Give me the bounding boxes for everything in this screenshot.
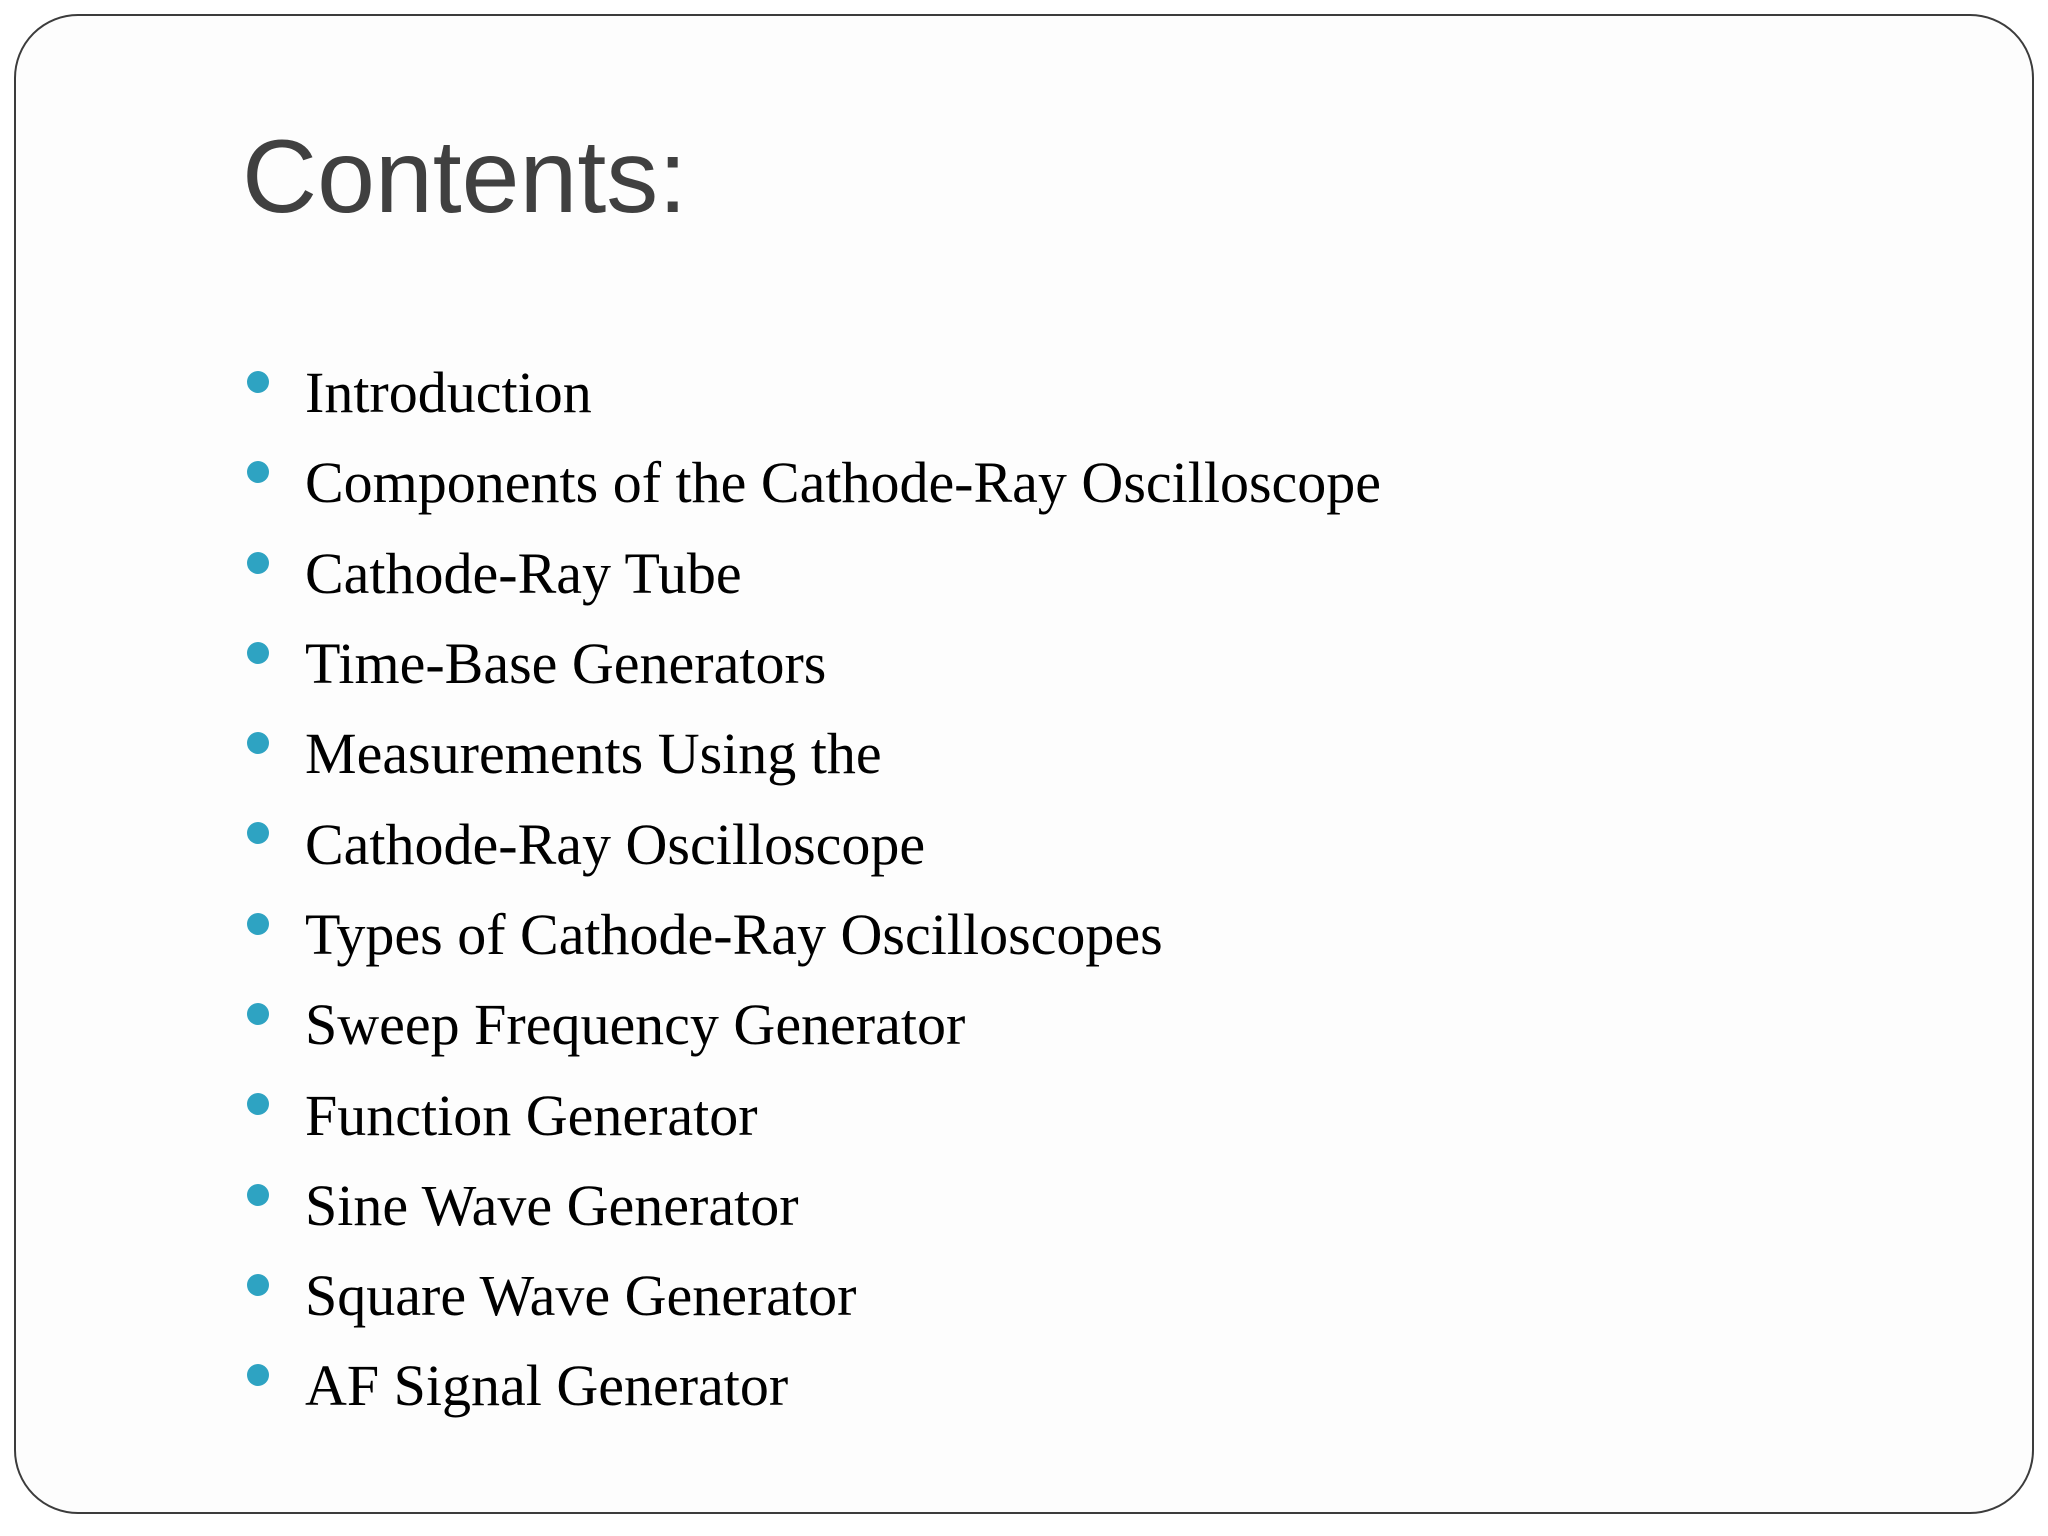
- list-item: [244, 1161, 1320, 1251]
- list-item: [244, 619, 1320, 709]
- bullet-dot-icon: [247, 1274, 269, 1296]
- list-item-text: Introduction: [305, 360, 592, 426]
- list-item: [244, 799, 1320, 889]
- list-item-text: Sweep Frequency Generator: [305, 992, 966, 1058]
- bullet-dot-icon: [247, 732, 269, 754]
- bullet-dot-icon: [247, 1184, 269, 1206]
- slide-frame: [14, 14, 2034, 1514]
- list-item-text: Cathode-Ray Tube: [305, 540, 742, 606]
- list-item-text: Measurements Using the: [305, 721, 882, 787]
- list-item-text: Square Wave Generator: [305, 1263, 857, 1329]
- list-item: [244, 709, 1320, 799]
- list-item: [244, 1070, 1320, 1160]
- list-item-text: Sine Wave Generator: [305, 1172, 799, 1238]
- list-item: [244, 529, 1320, 619]
- list-item-text: Function Generator: [305, 1082, 758, 1148]
- bullet-dot-icon: [247, 822, 269, 844]
- list-item: [244, 890, 1320, 980]
- list-item-text: Cathode-Ray Oscilloscope: [305, 811, 926, 877]
- bullet-dot-icon: [247, 461, 269, 483]
- list-item-text: Types of Cathode-Ray Oscilloscopes: [305, 901, 1163, 967]
- bullet-dot-icon: [247, 552, 269, 574]
- list-item: [244, 1341, 1320, 1431]
- list-item-text: Components of the Cathode-Ray Oscilloscope: [305, 450, 1382, 516]
- bullet-dot-icon: [247, 642, 269, 664]
- list-item: [244, 348, 1320, 438]
- list-item: [244, 980, 1320, 1070]
- contents-list: [244, 348, 1382, 1432]
- list-item-text: Time-Base Generators: [305, 631, 827, 697]
- bullet-dot-icon: [247, 1003, 269, 1025]
- list-item-text: AF Signal Generator: [305, 1353, 789, 1419]
- bullet-dot-icon: [247, 371, 269, 393]
- bullet-dot-icon: [247, 1093, 269, 1115]
- bullet-dot-icon: [247, 913, 269, 935]
- bullet-dot-icon: [247, 1364, 269, 1386]
- list-item: [244, 1251, 1320, 1341]
- list-item: [244, 438, 1382, 528]
- slide-title: Contents:: [242, 119, 688, 235]
